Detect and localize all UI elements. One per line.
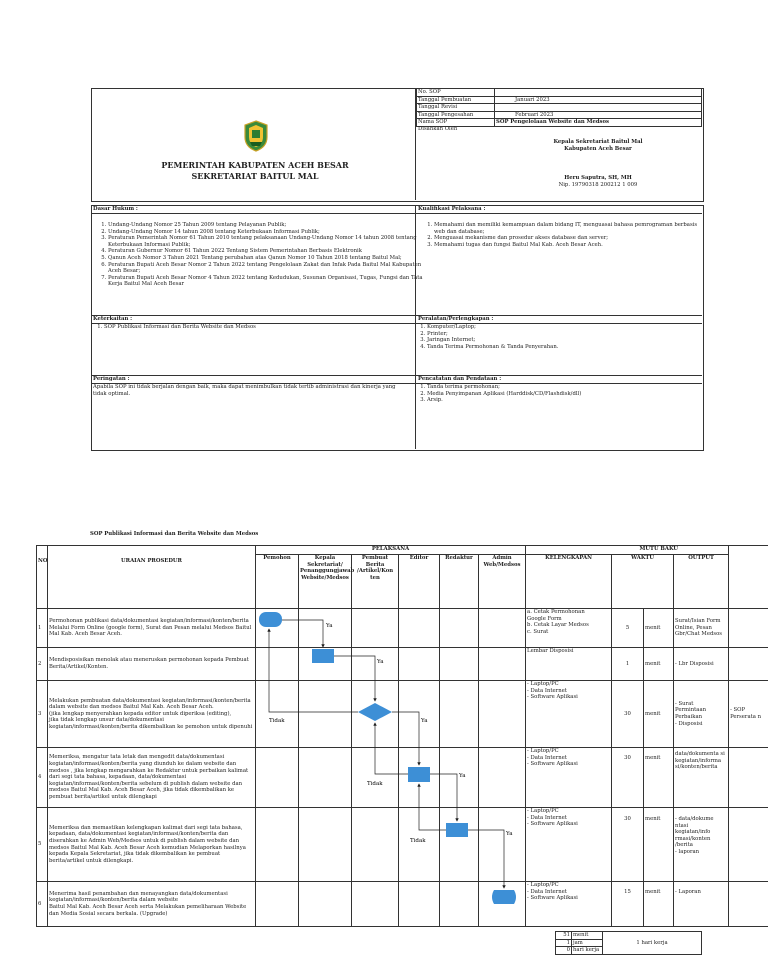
total-number: 0 bbox=[556, 947, 572, 955]
list-item: 2. Media Penyimpanan Aplikasi (Harddisk/CD/Flashdisk/dll) bbox=[427, 391, 697, 398]
label-tidak: Tidak bbox=[410, 838, 426, 844]
row-text: Memeriksa dan memastikan kelengkapan kalimat dari segi tata bahasa, kepadaan, data/dokumentasi kegiatan/informasi/konten/berita dan diserahkan ke Admin Web/Medsos untuk di publish dalam website dan medsos Baitul Mal Kab. Aceh Besar Aceh kemudian Melaporkan hasilnya kepada Kepala Sekretariat, jika tidak dikembalikan ke pembuat berita/artikel untuk dilengkapi. bbox=[48, 808, 256, 882]
list-item: 5. Qanun Aceh Nomor 3 Tahun 2021 Tentang perubahan atas Qanun Nomor 10 Tahun 2018 tentang Baitul Mal; bbox=[108, 255, 423, 262]
col-pelaksana-header: PELAKSANA bbox=[256, 546, 526, 555]
row-waktu: 30 bbox=[612, 808, 644, 882]
meta-value: Februari 2023 bbox=[495, 111, 702, 119]
connector bbox=[430, 774, 457, 821]
row-no: 1 bbox=[37, 609, 48, 648]
row-output: - data/dokume ntasi kegiatan/info rmasi/konten /berita - laporan bbox=[674, 808, 729, 882]
total-summary: 1 hari kerja bbox=[603, 932, 702, 955]
row-output: - Surat Permintaan Perbaikan - Disposisi bbox=[674, 681, 729, 748]
row-no: 3 bbox=[37, 681, 48, 748]
connector bbox=[282, 620, 323, 647]
row-waktu: 5 bbox=[612, 609, 644, 648]
actor-header: Editor bbox=[399, 555, 440, 609]
label-ya: Ya bbox=[377, 659, 384, 665]
label-tidak: Tidak bbox=[269, 718, 285, 724]
row-no: 5 bbox=[37, 808, 48, 882]
row-unit: menit bbox=[644, 609, 674, 648]
row-waktu: 30 bbox=[612, 681, 644, 748]
connector bbox=[334, 656, 375, 701]
row-kelengkapan: - Laptop/PC - Data Internet - Software Aplikasi bbox=[526, 882, 612, 927]
col-kelengkapan-header: KELENGKAPAN bbox=[526, 555, 612, 609]
office-name: SEKRETARIAT BAITUL MAL bbox=[191, 171, 319, 181]
actor-header: Redaktur bbox=[440, 555, 479, 609]
row-unit: menit bbox=[644, 808, 674, 882]
approved-by-label: Disahkan Oleh bbox=[418, 126, 458, 132]
label-ya: Ya bbox=[326, 623, 333, 629]
peringatan-title: Peringatan : bbox=[93, 376, 130, 382]
actor-header: Pembuat Berita /Artikel/Kon ten bbox=[352, 555, 399, 609]
list-item: 1. Memahami dan memiliki kemampuan dalam bidang IT, menguasai bahasa pemrograman berbasis web dan database; bbox=[434, 222, 704, 235]
list-item: 3. Peraturan Pemerintah Nomor 61 Tahun 2010 tentang pelaksanaan Undang-Undang Nomor 14 tahun 2008 tentang Keterbukaan Informasi Publik; bbox=[108, 235, 423, 248]
list-item: 2. Printer; bbox=[427, 331, 697, 338]
row-output: Surat/Isian Form Online, Pesan Gbr/Chat Medsos bbox=[674, 609, 729, 648]
label-ya: Ya bbox=[459, 773, 466, 779]
actor-header: Pemohon bbox=[256, 555, 299, 609]
dasar-hukum-title: Dasar Hukum : bbox=[93, 206, 138, 212]
row-ket: - SOP Perserata n bbox=[729, 681, 768, 748]
list-item: 1. Komputer/Laptop; bbox=[427, 324, 697, 331]
meta-value: SOP Pengelolaan Website dan Medsos bbox=[495, 119, 702, 127]
approver-title: Kepala Sekretariat Baitul Mal Kabupaten Aceh Besar bbox=[553, 139, 643, 152]
approver-nip: Nip. 19790318 200212 1 009 bbox=[558, 182, 638, 188]
row-no: 4 bbox=[37, 748, 48, 808]
start-terminator bbox=[259, 612, 282, 627]
list-item: 6. Peraturan Bupati Aceh Besar Nomor 2 Tahun 2022 tentang Pengelolaan Zakat dan Infak Pada Baitul Mal Kabupaten Aceh Besar; bbox=[108, 262, 423, 275]
row-text: Permohonan publikasi data/dokumentasi kegiatan/informasi/konten/berita Melalui Form Online (google form), Surat dan Pesan melalui Medsos Baitul Mal Kab. Aceh Besar Aceh. bbox=[48, 609, 256, 648]
kualifikasi-title: Kualifikasi Pelaksana : bbox=[418, 206, 486, 212]
label-tidak: Tidak bbox=[367, 781, 383, 787]
list-item: 1. Undang-Undang Nomor 25 Tahun 2009 tentang Pelayanan Publik; bbox=[108, 222, 423, 229]
peringatan-text: Apabila SOP ini tidak berjalan dengan baik, maka dapat menimbulkan tidak tertib administrasi dan kinerja yang tidak optimal. bbox=[93, 384, 396, 397]
list-item: 1. SOP Publikasi Informasi dan Berita Website dan Medsos bbox=[104, 324, 414, 331]
list-item: 3. Jaringan Internet; bbox=[427, 337, 697, 344]
row-unit: menit bbox=[644, 681, 674, 748]
label-ya: Ya bbox=[506, 831, 513, 837]
row-waktu: 30 bbox=[612, 748, 644, 808]
process-redaktur bbox=[446, 823, 468, 837]
row-kelengkapan: Lembar Disposisi bbox=[526, 648, 612, 681]
list-item: 3. Memahami tugas dan fungsi Baitul Mal Kab. Aceh Besar Aceh. bbox=[434, 242, 704, 249]
list-item: 7. Peraturan Bupati Aceh Besar Nomor 4 Tahun 2022 tentang Kedudukan, Susunan Organisasi, Tugas, Fungsi dan Tata Kerja Baitul Mal Aceh Besar bbox=[108, 275, 423, 288]
col-uraian-header: URAIAN PROSEDUR bbox=[48, 546, 256, 609]
approver-name: Heru Saputra, SH, MH bbox=[564, 175, 632, 181]
row-kelengkapan: - Laptop/PC - Data Internet - Software Aplikasi bbox=[526, 748, 612, 808]
connector bbox=[392, 712, 419, 765]
row-unit: menit bbox=[644, 748, 674, 808]
list-item: 3. Arsip. bbox=[427, 397, 697, 404]
connector bbox=[419, 784, 446, 830]
row-text: Mendisposisikan menolak atau meneruskan permohonan kepada Pembuat Berita/Artikel/Konten. bbox=[48, 648, 256, 681]
label-ya: Ya bbox=[421, 718, 428, 724]
pencatatan-title: Pencatatan dan Pendataan : bbox=[418, 376, 502, 382]
gov-name: PEMERINTAH KABUPATEN ACEH BESAR bbox=[161, 160, 349, 170]
row-no: 6 bbox=[37, 882, 48, 927]
row-unit: menit bbox=[644, 648, 674, 681]
process-disposisi bbox=[312, 649, 334, 663]
col-waktu-header: WAKTU bbox=[612, 555, 674, 609]
meta-label: Tanggal Pengesahan bbox=[417, 111, 495, 119]
row-kelengkapan: a. Cetak Permohonan Google Form b. Cetak Layar Medsos c. Surat bbox=[526, 609, 612, 648]
row-text: Menerima hasil penambahan dan menayangkan data/dokumentasi kegiatan/informasi/konten/berita dalam website Baitul Mal Kab. Aceh Besar Aceh serta Melakukan pemeliharaan Website dan Media Sosial secara berkala. (Upgrade) bbox=[48, 882, 256, 927]
actor-header: Kepala Sekretariat/ Penanggungjawab Website/Medsos bbox=[299, 555, 352, 609]
connector bbox=[468, 830, 504, 888]
row-kelengkapan: - Laptop/PC - Data Internet - Software Aplikasi bbox=[526, 681, 612, 748]
row-output: - Lbr Disposisi bbox=[674, 648, 729, 681]
decision-diamond bbox=[358, 703, 392, 721]
connector bbox=[375, 723, 408, 774]
keterkaitan-title: Keterkaitan : bbox=[93, 316, 133, 322]
end-terminator bbox=[492, 890, 516, 904]
process-editor bbox=[408, 767, 430, 782]
total-unit: jam bbox=[572, 939, 603, 947]
meta-label: No. SOP bbox=[417, 89, 495, 97]
flow-title: SOP Publikasi Informasi dan Berita Website dan Medsos bbox=[90, 531, 259, 537]
list-item: 1. Tanda terima permohonan; bbox=[427, 384, 697, 391]
meta-label: Tanggal Revisi bbox=[417, 104, 495, 112]
total-unit: menit bbox=[572, 932, 603, 940]
list-item: 4. Tanda Terima Permohonan & Tanda Penyerahan. bbox=[427, 344, 697, 351]
list-item: 2. Menguasai mekanisme dan prosedur akses database dan server; bbox=[434, 235, 704, 242]
row-text: Memeriksa, mengatur tata letak dan mengedit data/dokumentasi kegiatan/informasi/konten/berita yang diunduh ke dalam website dan medsos , jika lengkap mengarahkan ke Redaktur untuk perbaikan kalimat dari segi tata bahasa, kepadaan, data/dokumentasi kegiatan/informasi/konten/berita sebelum di publish dalam website dan medsos Baitul Mal Kab. Aceh Besar Aceh, jika tidak dikembalikan ke pembuat berita/artikel untuk dilengkapi bbox=[48, 748, 256, 808]
meta-label: Nama SOP bbox=[417, 119, 495, 127]
total-number: 51 bbox=[556, 932, 572, 940]
col-mutu-header: MUTU BAKU bbox=[526, 546, 729, 555]
total-number: 1 bbox=[556, 939, 572, 947]
row-waktu: 1 bbox=[612, 648, 644, 681]
row-waktu: 15 bbox=[612, 882, 644, 927]
peralatan-title: Peralatan/Perlengkapan : bbox=[418, 316, 494, 322]
totals-table bbox=[555, 931, 702, 955]
row-kelengkapan: - Laptop/PC - Data Internet - Software Aplikasi bbox=[526, 808, 612, 882]
meta-label: Tanggal Pembuatan bbox=[417, 96, 495, 104]
row-no: 2 bbox=[37, 648, 48, 681]
total-unit: hari kerja bbox=[572, 947, 603, 955]
list-item: 2. Undang-Undang Nomor 14 tahun 2008 tentang Keterbukaan Informasi Publik; bbox=[108, 229, 423, 236]
meta-value: Januari 2023 bbox=[495, 96, 702, 104]
list-item: 4. Peraturan Gubernur Nomor 61 Tahun 2022 Tentang Sistem Pemerintahan Berbasis Elektronik bbox=[108, 248, 423, 255]
actor-header: Admin Web/Medsos bbox=[479, 555, 526, 609]
col-output-header: OUTPUT bbox=[674, 555, 729, 609]
row-text: Melakukan pembuatan data/dokumentasi kegiatan/informasi/konten/berita dalam website dan medsos Baitul Mal Kab. Aceh Besar Aceh. (jika lengkap menyerahkan kepada editor untuk diperiksa (editing), jika tidak lengkap unsur data/dokumentasi kegiatan/informasi/konten/berita dikembalikan ke pemohon untuk dipenuhi bbox=[48, 681, 256, 748]
col-no-header: NO bbox=[37, 546, 48, 609]
row-output: data/dokumenta si kegiatan/informa si/konten/berita bbox=[674, 748, 729, 808]
row-unit: menit bbox=[644, 882, 674, 927]
connector bbox=[269, 629, 358, 712]
row-output: - Laporan bbox=[674, 882, 729, 927]
